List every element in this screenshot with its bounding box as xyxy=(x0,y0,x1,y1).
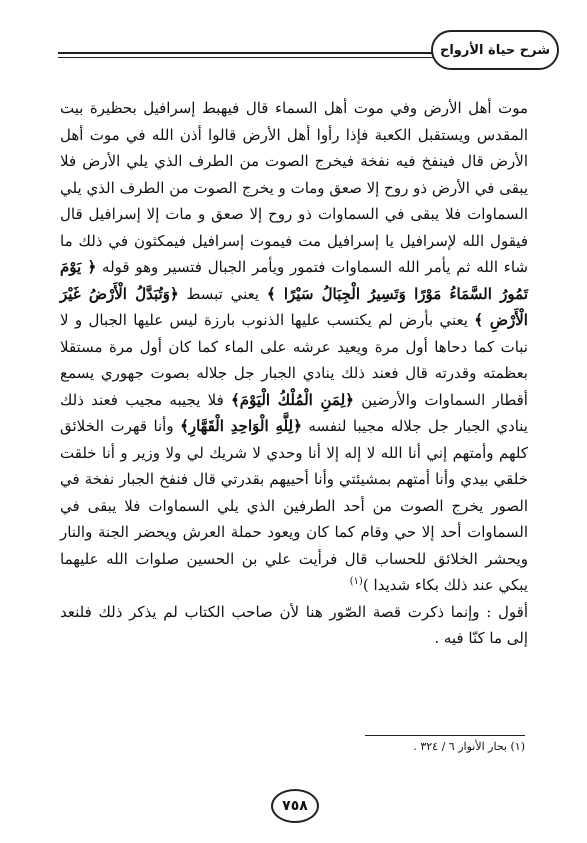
footnote: (١) بحار الأنوار ٦ / ٣٢٤ . xyxy=(413,740,525,753)
running-title: شرح حياة الأرواح xyxy=(431,30,559,70)
text-segment: موت أهل الأرض وفي موت أهل السماء قال فيهبط إسرافيل بحظيرة بيت المقدس ويستقبل الكعبة فإذا رأوا أهل الأرض قالوا أذن الله في موت أهل الأرض قال فينفخ فيه نفخة فيخرج الصوت من الطرف الذي يلي الأرض فلا يبقى في الأرض ذو روح إلا صعق ومات و يخرج الصوت من الطرف الذي يلي السماوات فلا يبقى في السماوات ذو روح إلا صعق و مات إلا إسرافيل قال فيقول الله لإسرافيل يا إسرافيل مت فيموت إسرافيل فيمكثون في ذلك ما شاء الله ثم يأمر الله السماوات فتمور ويأمر الجبال فتسير وهو قوله xyxy=(60,99,528,276)
quran-verse: ﴿لِمَنِ الْمُلْكُ الْيَوْمَ﴾ xyxy=(231,390,354,409)
quran-verse: ﴿ يَوْمَ تَمُورُ السَّمَاءُ مَوْرًا وَتَسِيرُ الْجِبَالُ سَيْرًا ﴾ xyxy=(60,258,528,303)
quran-verse: ﴿لِلَّهِ الْوَاحِدِ الْقَهَّارِ﴾ xyxy=(180,417,302,435)
paragraph-commentary: أقول : وإنما ذكرت قصة الصّور هنا لأن صاحب الكتاب لم يذكر ذلك فلنعد إلى ما كنّا فيه . xyxy=(60,602,528,647)
body-text xyxy=(60,95,528,652)
text-segment: يعني بأرض لم يكتسب عليها الذنوب بارزة ليس عليها الجبال و لا نبات كما دحاها أول مرة ويعيد عرشه على الماء كما كان أول مرة مستقلا بعظمته وقدرته قال فعند ذلك ينادي الجبار جل جلاله بصوت جهوري يسمع أقطار السماوات والأرضين xyxy=(60,311,528,409)
footnote-rule xyxy=(365,735,525,736)
paragraph-hadith xyxy=(60,95,528,599)
quran-verse: ﴿وَتُبَدَّلُ الْأَرْضُ غَيْرَ الْأَرْضِ ﴾ xyxy=(60,284,528,329)
text-segment: يعني تبسط xyxy=(186,284,260,303)
page-number: ٧٥٨ xyxy=(271,789,319,823)
text-segment: فلا يجيبه مجيب فعند ذلك ينادي الجبار جل جلاله مجيبا لنفسه xyxy=(60,390,528,435)
footnote-marker: (١) xyxy=(349,576,363,587)
text-segment: وأنا قهرت الخلائق كلهم وأمتهم إني أنا الله لا إله إلا أنا وحدي لا شريك لي ولا وزير و أنا خلقت خلقي بيدي وأنا أمتهم بمشيئتي وأنا أحييهم بقدرتي قال فنفخ الجبار نفخة في الصور يخرج الصوت من أحد الطرفين الذي يلي السماوات فلا يبقى في السماوات أحد إلا حي وقام كما كان ويعود حملة العرش ويحضر الجنة والنار ويحشر الخلائق للحساب قال فرأيت علي بن الحسين صلوات الله عليهما يبكي عند ذلك بكاء شديدا ) xyxy=(60,417,528,594)
